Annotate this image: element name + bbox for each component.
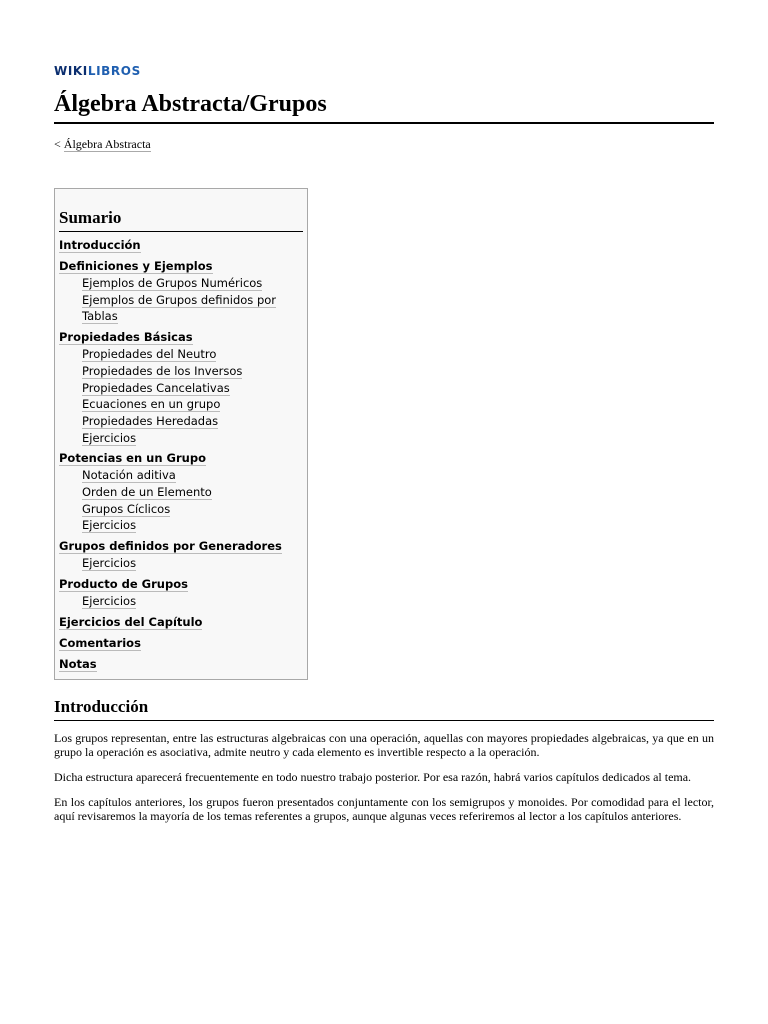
- toc-item: [59, 613, 303, 631]
- toc-sublink[interactable]: Ejemplos de Grupos definidos por Tablas: [82, 292, 277, 324]
- toc-item: [59, 655, 303, 673]
- toc-item: [59, 328, 303, 446]
- toc-item: [59, 236, 303, 254]
- logo-part-wiki: WIKI: [54, 64, 88, 78]
- toc-subitem: [82, 501, 303, 518]
- toc-sublink[interactable]: Ejercicios: [82, 430, 137, 445]
- toc-sublink[interactable]: Propiedades del Neutro: [82, 347, 217, 362]
- toc-subitem: [82, 484, 303, 501]
- breadcrumb: [54, 136, 714, 152]
- toc-link[interactable]: Propiedades Básicas: [59, 330, 193, 345]
- toc-link[interactable]: Ejercicios del Capítulo: [59, 614, 203, 629]
- toc-sublink[interactable]: Propiedades Cancelativas: [82, 380, 230, 395]
- toc-link[interactable]: Introducción: [59, 238, 141, 252]
- toc-sublist: [59, 275, 303, 325]
- toc-link[interactable]: Notas: [59, 656, 97, 671]
- toc-sublink[interactable]: Ejercicios: [82, 518, 137, 533]
- toc-subitem: [82, 430, 303, 447]
- toc-item: [59, 537, 303, 572]
- toc-sublist: [59, 346, 303, 446]
- toc-sublist: [59, 467, 303, 534]
- toc-list: [59, 236, 303, 673]
- table-of-contents: [54, 188, 308, 680]
- toc-sublink[interactable]: Grupos Cíclicos: [82, 501, 171, 516]
- toc-subitem: [82, 517, 303, 534]
- intro-paragraph-2: Dicha estructura aparecerá frecuentemente en todo nuestro trabajo posterior. Por esa razón, habrá varios capítulos dedicados al tema.: [54, 769, 692, 784]
- toc-sublist: [59, 593, 303, 610]
- logo-part-libros: LIBROS: [87, 64, 141, 78]
- toc-sublink[interactable]: Ejercicios: [82, 556, 137, 571]
- toc-sublink[interactable]: Propiedades Heredadas: [82, 413, 219, 428]
- toc-sublink[interactable]: Propiedades de los Inversos: [82, 363, 243, 378]
- toc-sublink[interactable]: Orden de un Elemento: [82, 485, 212, 500]
- toc-item: [59, 575, 303, 610]
- toc-item: [59, 449, 303, 534]
- toc-heading: Sumario: [59, 207, 303, 232]
- page: [54, 0, 714, 823]
- toc-link[interactable]: Comentarios: [59, 635, 141, 650]
- toc-subitem: [82, 413, 303, 430]
- toc-subitem: [82, 346, 303, 363]
- toc-link[interactable]: Definiciones y Ejemplos: [59, 259, 213, 273]
- toc-sublink[interactable]: Ejercicios: [82, 593, 137, 608]
- toc-link[interactable]: Producto de Grupos: [59, 576, 188, 591]
- toc-subitem: [82, 380, 303, 397]
- toc-sublink[interactable]: Ecuaciones en un grupo: [82, 397, 221, 412]
- toc-subitem: [82, 292, 303, 325]
- toc-sublist: [59, 555, 303, 572]
- toc-subitem: [82, 275, 303, 292]
- toc-sublink[interactable]: Ejemplos de Grupos Numéricos: [82, 276, 263, 290]
- breadcrumb-link-algebra-abstracta[interactable]: Álgebra Abstracta: [63, 137, 151, 151]
- toc-link[interactable]: Grupos definidos por Generadores: [59, 539, 282, 554]
- toc-item: [59, 634, 303, 652]
- toc-subitem: [82, 555, 303, 572]
- toc-subitem: [82, 593, 303, 610]
- page-title: Álgebra Abstracta/Grupos: [54, 90, 714, 124]
- toc-sublink[interactable]: Notación aditiva: [82, 468, 176, 483]
- toc-subitem: [82, 363, 303, 380]
- toc-subitem: [82, 396, 303, 413]
- toc-item: [59, 257, 303, 325]
- wikilibros-logo[interactable]: [54, 62, 714, 80]
- intro-paragraph-1: Los grupos representan, entre las estructuras algebraicas con una operación, aquellas con mayores propiedades algebraicas, ya que en un grupo la operación es asociativa, admite neutro y cada elemento es invertible respecto a la operación.: [54, 730, 714, 759]
- intro-paragraph-3: En los capítulos anteriores, los grupos fueron presentados conjuntamente con los semigrupos y monoides. Por comodidad para el lector, aquí revisaremos la mayoría de los temas referentes a grupos, aunque algunas veces referiremos al lector a los capítulos anteriores.: [54, 794, 714, 823]
- breadcrumb-prefix: <: [54, 137, 64, 151]
- section-heading-introduccion: Introducción: [54, 696, 714, 721]
- toc-subitem: [82, 467, 303, 484]
- toc-link[interactable]: Potencias en un Grupo: [59, 451, 206, 466]
